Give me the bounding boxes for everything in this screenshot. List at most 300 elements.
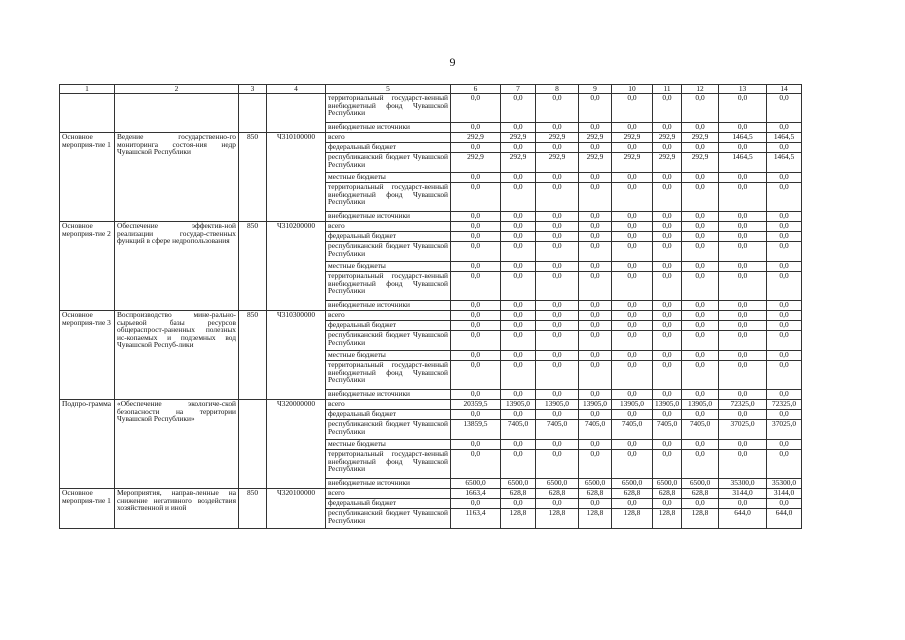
value-cell: 0,0 (451, 94, 501, 123)
value-cell: 6500,0 (501, 479, 536, 489)
value-cell: 0,0 (536, 450, 579, 479)
value-cell: 0,0 (501, 242, 536, 262)
value-cell: 0,0 (579, 262, 612, 272)
value-cell: 0,0 (536, 183, 579, 212)
value-cell: 0,0 (501, 272, 536, 301)
value-cell: 292,9 (501, 153, 536, 173)
value-cell: 628,8 (612, 489, 653, 499)
value-cell: 0,0 (579, 173, 612, 183)
value-cell: 13905,0 (579, 400, 612, 410)
value-cell: 0,0 (767, 242, 802, 262)
value-cell: 0,0 (653, 212, 682, 222)
value-cell: 0,0 (653, 222, 682, 232)
value-cell: 0,0 (579, 143, 612, 153)
value-cell: 0,0 (451, 183, 501, 212)
csr-code: Ч320000000 (267, 400, 326, 489)
value-cell: 0,0 (579, 94, 612, 123)
value-cell: 0,0 (719, 450, 767, 479)
value-cell: 7405,0 (653, 420, 682, 440)
value-cell: 0,0 (653, 143, 682, 153)
value-cell: 644,0 (719, 509, 767, 529)
value-cell: 0,0 (536, 222, 579, 232)
value-cell: 0,0 (501, 440, 536, 450)
value-cell: 0,0 (579, 410, 612, 420)
value-cell: 72325,0 (719, 400, 767, 410)
value-cell: 0,0 (579, 390, 612, 400)
value-cell: 0,0 (719, 143, 767, 153)
value-cell: 0,0 (612, 173, 653, 183)
value-cell: 0,0 (653, 262, 682, 272)
value-cell: 0,0 (451, 272, 501, 301)
value-cell: 0,0 (579, 311, 612, 321)
value-cell: 0,0 (501, 390, 536, 400)
value-cell: 6500,0 (579, 479, 612, 489)
value-cell: 292,9 (451, 133, 501, 143)
funding-source: местные бюджеты (326, 351, 451, 361)
value-cell: 0,0 (719, 301, 767, 311)
value-cell: 0,0 (767, 410, 802, 420)
value-cell: 0,0 (767, 351, 802, 361)
value-cell: 0,0 (682, 410, 719, 420)
funding-source: всего (326, 133, 451, 143)
grbs-code: 850 (239, 222, 267, 311)
activity-name: Мероприятия, направ-ленные на снижение негативного воздействия хозяйственной и иной (115, 489, 239, 529)
value-cell: 6500,0 (612, 479, 653, 489)
value-cell: 0,0 (501, 123, 536, 133)
value-cell: 0,0 (767, 232, 802, 242)
value-cell: 0,0 (451, 222, 501, 232)
value-cell: 0,0 (612, 123, 653, 133)
value-cell: 292,9 (682, 133, 719, 143)
value-cell: 0,0 (579, 123, 612, 133)
funding-source: территориальный государст-венный внебюджетный фонд Чувашской Республики (326, 450, 451, 479)
value-cell: 0,0 (579, 272, 612, 301)
value-cell: 0,0 (719, 262, 767, 272)
value-cell: 0,0 (579, 321, 612, 331)
value-cell: 0,0 (501, 173, 536, 183)
value-cell: 0,0 (719, 94, 767, 123)
value-cell: 0,0 (501, 450, 536, 479)
value-cell: 0,0 (579, 242, 612, 262)
value-cell: 1663,4 (451, 489, 501, 499)
funding-source: территориальный государст-венный внебюджетный фонд Чувашской Республики (326, 94, 451, 123)
value-cell: 0,0 (653, 351, 682, 361)
value-cell: 0,0 (579, 450, 612, 479)
value-cell: 0,0 (612, 232, 653, 242)
value-cell: 1464,5 (767, 133, 802, 143)
activity-type: Основное мероприя-тие 2 (60, 222, 115, 311)
value-cell: 0,0 (719, 222, 767, 232)
value-cell: 0,0 (612, 143, 653, 153)
activity-type: Подпро-грамма (60, 400, 115, 489)
value-cell: 0,0 (451, 143, 501, 153)
value-cell: 0,0 (612, 94, 653, 123)
activity-name: Воспроизводство мине-рально-сырьевой базы ресурсов общераспрост-раненных полезных ис-копаемых и подземных вод Чувашской Респуб-лики (115, 311, 239, 400)
value-cell: 0,0 (767, 262, 802, 272)
value-cell: 1464,5 (719, 153, 767, 173)
value-cell: 0,0 (536, 301, 579, 311)
column-header: 2 (115, 85, 239, 94)
value-cell: 0,0 (612, 410, 653, 420)
value-cell: 0,0 (682, 450, 719, 479)
funding-source: федеральный бюджет (326, 499, 451, 509)
value-cell: 292,9 (579, 153, 612, 173)
value-cell: 0,0 (536, 173, 579, 183)
cell-grbs (239, 94, 267, 133)
value-cell: 628,8 (653, 489, 682, 499)
value-cell: 0,0 (682, 173, 719, 183)
funding-source: федеральный бюджет (326, 143, 451, 153)
table-row (60, 222, 802, 232)
value-cell: 37025,0 (767, 420, 802, 440)
value-cell: 0,0 (501, 143, 536, 153)
value-cell: 644,0 (767, 509, 802, 529)
value-cell: 0,0 (451, 301, 501, 311)
cell-csr (267, 94, 326, 133)
value-cell: 0,0 (612, 212, 653, 222)
funding-source: внебюджетные источники (326, 301, 451, 311)
value-cell: 292,9 (653, 133, 682, 143)
value-cell: 0,0 (682, 94, 719, 123)
value-cell: 292,9 (536, 153, 579, 173)
value-cell: 0,0 (653, 499, 682, 509)
value-cell: 0,0 (653, 390, 682, 400)
value-cell: 0,0 (719, 183, 767, 212)
value-cell: 292,9 (501, 133, 536, 143)
value-cell: 128,8 (536, 509, 579, 529)
value-cell: 0,0 (612, 242, 653, 262)
value-cell: 0,0 (536, 499, 579, 509)
funding-source: республиканский бюджет Чувашской Республики (326, 331, 451, 351)
value-cell: 0,0 (451, 440, 501, 450)
value-cell: 0,0 (719, 390, 767, 400)
value-cell: 0,0 (653, 94, 682, 123)
funding-source: всего (326, 311, 451, 321)
value-cell: 0,0 (612, 222, 653, 232)
funding-source: местные бюджеты (326, 440, 451, 450)
value-cell: 128,8 (579, 509, 612, 529)
value-cell: 0,0 (612, 499, 653, 509)
value-cell: 1464,5 (719, 133, 767, 143)
value-cell: 0,0 (536, 351, 579, 361)
value-cell: 0,0 (579, 301, 612, 311)
value-cell: 0,0 (536, 212, 579, 222)
value-cell: 0,0 (612, 321, 653, 331)
value-cell: 0,0 (451, 212, 501, 222)
value-cell: 628,8 (501, 489, 536, 499)
value-cell: 0,0 (536, 262, 579, 272)
value-cell: 0,0 (501, 262, 536, 272)
value-cell: 0,0 (653, 410, 682, 420)
value-cell: 0,0 (719, 272, 767, 301)
value-cell: 0,0 (719, 173, 767, 183)
value-cell: 0,0 (612, 390, 653, 400)
value-cell: 35300,0 (719, 479, 767, 489)
value-cell: 0,0 (501, 499, 536, 509)
value-cell: 628,8 (579, 489, 612, 499)
budget-table (59, 84, 802, 529)
activity-type: Основное мероприя-тие 1 (60, 133, 115, 222)
column-header: 7 (501, 85, 536, 94)
value-cell: 0,0 (612, 311, 653, 321)
column-header: 14 (767, 85, 802, 94)
value-cell: 0,0 (451, 321, 501, 331)
value-cell: 0,0 (682, 440, 719, 450)
funding-source: республиканский бюджет Чувашской Республики (326, 153, 451, 173)
activity-name: Обеспечение эффектив-ной реализации государ-ственных функций в сфере недропользования (115, 222, 239, 311)
value-cell: 0,0 (501, 94, 536, 123)
value-cell: 0,0 (451, 390, 501, 400)
table-row (60, 133, 802, 143)
funding-source: республиканский бюджет Чувашской Республики (326, 242, 451, 262)
value-cell: 0,0 (536, 242, 579, 262)
column-header: 10 (612, 85, 653, 94)
table-row (60, 400, 802, 410)
value-cell: 0,0 (682, 222, 719, 232)
value-cell: 6500,0 (536, 479, 579, 489)
funding-source: местные бюджеты (326, 173, 451, 183)
value-cell: 0,0 (501, 301, 536, 311)
value-cell: 0,0 (767, 173, 802, 183)
value-cell: 0,0 (767, 272, 802, 301)
value-cell: 0,0 (612, 272, 653, 301)
value-cell: 0,0 (767, 390, 802, 400)
column-header: 3 (239, 85, 267, 94)
funding-source: федеральный бюджет (326, 321, 451, 331)
value-cell: 0,0 (767, 311, 802, 321)
funding-source: территориальный государст-венный внебюджетный фонд Чувашской Республики (326, 272, 451, 301)
grbs-code (239, 400, 267, 489)
value-cell: 0,0 (501, 331, 536, 351)
value-cell: 13905,0 (653, 400, 682, 410)
value-cell: 13905,0 (536, 400, 579, 410)
csr-code: Ч320100000 (267, 489, 326, 529)
value-cell: 13905,0 (682, 400, 719, 410)
value-cell: 0,0 (451, 173, 501, 183)
value-cell: 0,0 (719, 242, 767, 262)
value-cell: 3144,0 (767, 489, 802, 499)
value-cell: 0,0 (579, 351, 612, 361)
value-cell: 7405,0 (612, 420, 653, 440)
value-cell: 0,0 (451, 311, 501, 321)
column-header: 5 (326, 85, 451, 94)
value-cell: 0,0 (653, 272, 682, 301)
value-cell: 6500,0 (653, 479, 682, 489)
value-cell: 0,0 (451, 123, 501, 133)
value-cell: 0,0 (579, 440, 612, 450)
value-cell: 20359,5 (451, 400, 501, 410)
value-cell: 292,9 (612, 153, 653, 173)
value-cell: 0,0 (501, 222, 536, 232)
column-header: 12 (682, 85, 719, 94)
value-cell: 0,0 (719, 232, 767, 242)
value-cell: 0,0 (682, 242, 719, 262)
value-cell: 6500,0 (682, 479, 719, 489)
column-header: 8 (536, 85, 579, 94)
value-cell: 0,0 (719, 499, 767, 509)
value-cell: 1163,4 (451, 509, 501, 529)
value-cell: 0,0 (682, 183, 719, 212)
value-cell: 0,0 (767, 123, 802, 133)
table-row (60, 489, 802, 499)
activity-type: Основное мероприя-тие 3 (60, 311, 115, 400)
value-cell: 0,0 (653, 301, 682, 311)
value-cell: 0,0 (536, 123, 579, 133)
value-cell: 0,0 (653, 361, 682, 390)
value-cell: 0,0 (612, 440, 653, 450)
value-cell: 0,0 (767, 94, 802, 123)
value-cell: 128,8 (682, 509, 719, 529)
value-cell: 0,0 (536, 232, 579, 242)
value-cell: 0,0 (451, 499, 501, 509)
value-cell: 0,0 (536, 440, 579, 450)
value-cell: 292,9 (451, 153, 501, 173)
value-cell: 0,0 (682, 123, 719, 133)
value-cell: 7405,0 (579, 420, 612, 440)
value-cell: 0,0 (612, 183, 653, 212)
value-cell: 0,0 (682, 311, 719, 321)
value-cell: 37025,0 (719, 420, 767, 440)
value-cell: 72325,0 (767, 400, 802, 410)
cell-type (60, 94, 115, 133)
value-cell: 0,0 (682, 272, 719, 301)
value-cell: 0,0 (612, 351, 653, 361)
value-cell: 0,0 (653, 183, 682, 212)
value-cell: 0,0 (767, 183, 802, 212)
value-cell: 0,0 (653, 331, 682, 351)
value-cell: 0,0 (719, 331, 767, 351)
column-header: 4 (267, 85, 326, 94)
value-cell: 0,0 (719, 123, 767, 133)
activity-type: Основное мероприя-тие 1 (60, 489, 115, 529)
funding-source: внебюджетные источники (326, 390, 451, 400)
value-cell: 0,0 (682, 232, 719, 242)
value-cell: 0,0 (612, 450, 653, 479)
activity-name: Ведение государственно-го мониторинга состоя-ния недр Чувашской Республики (115, 133, 239, 222)
column-header: 9 (579, 85, 612, 94)
value-cell: 0,0 (653, 242, 682, 262)
grbs-code: 850 (239, 489, 267, 529)
value-cell: 0,0 (536, 94, 579, 123)
value-cell: 0,0 (501, 311, 536, 321)
value-cell: 292,9 (579, 133, 612, 143)
value-cell: 0,0 (719, 361, 767, 390)
value-cell: 0,0 (579, 222, 612, 232)
value-cell: 0,0 (682, 262, 719, 272)
value-cell: 0,0 (653, 173, 682, 183)
value-cell: 0,0 (653, 450, 682, 479)
value-cell: 0,0 (767, 222, 802, 232)
value-cell: 628,8 (682, 489, 719, 499)
value-cell: 0,0 (501, 212, 536, 222)
funding-source: местные бюджеты (326, 262, 451, 272)
value-cell: 0,0 (612, 301, 653, 311)
value-cell: 0,0 (501, 410, 536, 420)
value-cell: 0,0 (719, 410, 767, 420)
value-cell: 0,0 (612, 361, 653, 390)
value-cell: 0,0 (653, 311, 682, 321)
value-cell: 0,0 (536, 410, 579, 420)
csr-code: Ч310200000 (267, 222, 326, 311)
value-cell: 0,0 (612, 331, 653, 351)
funding-source: территориальный государст-венный внебюджетный фонд Чувашской Республики (326, 361, 451, 390)
funding-source: внебюджетные источники (326, 212, 451, 222)
funding-source: федеральный бюджет (326, 232, 451, 242)
value-cell: 0,0 (719, 351, 767, 361)
value-cell: 0,0 (653, 440, 682, 450)
value-cell: 35300,0 (767, 479, 802, 489)
value-cell: 0,0 (767, 331, 802, 351)
value-cell: 0,0 (719, 311, 767, 321)
value-cell: 0,0 (719, 212, 767, 222)
value-cell: 3144,0 (719, 489, 767, 499)
funding-source: территориальный государст-венный внебюджетный фонд Чувашской Республики (326, 183, 451, 212)
funding-source: внебюджетные источники (326, 479, 451, 489)
column-header: 6 (451, 85, 501, 94)
value-cell: 13859,5 (451, 420, 501, 440)
value-cell: 292,9 (612, 133, 653, 143)
value-cell: 0,0 (536, 331, 579, 351)
value-cell: 0,0 (767, 321, 802, 331)
value-cell: 0,0 (579, 183, 612, 212)
value-cell: 0,0 (579, 361, 612, 390)
funding-source: федеральный бюджет (326, 410, 451, 420)
value-cell: 0,0 (682, 143, 719, 153)
value-cell: 0,0 (579, 331, 612, 351)
value-cell: 128,8 (653, 509, 682, 529)
csr-code: Ч310300000 (267, 311, 326, 400)
value-cell: 0,0 (682, 301, 719, 311)
value-cell: 0,0 (501, 321, 536, 331)
value-cell: 0,0 (536, 311, 579, 321)
value-cell: 0,0 (536, 361, 579, 390)
column-header: 13 (719, 85, 767, 94)
value-cell: 0,0 (451, 242, 501, 262)
column-header: 1 (60, 85, 115, 94)
value-cell: 6500,0 (451, 479, 501, 489)
value-cell: 292,9 (536, 133, 579, 143)
header-row (60, 85, 802, 94)
value-cell: 0,0 (451, 351, 501, 361)
value-cell: 0,0 (536, 143, 579, 153)
value-cell: 0,0 (451, 262, 501, 272)
grbs-code: 850 (239, 311, 267, 400)
funding-source: внебюджетные источники (326, 123, 451, 133)
funding-source: республиканский бюджет Чувашской Республики (326, 420, 451, 440)
value-cell: 292,9 (682, 153, 719, 173)
column-header: 11 (653, 85, 682, 94)
value-cell: 0,0 (579, 232, 612, 242)
value-cell: 128,8 (501, 509, 536, 529)
value-cell: 0,0 (682, 390, 719, 400)
value-cell: 628,8 (536, 489, 579, 499)
funding-source: всего (326, 222, 451, 232)
value-cell: 0,0 (719, 440, 767, 450)
value-cell: 0,0 (767, 301, 802, 311)
value-cell: 0,0 (579, 499, 612, 509)
value-cell: 0,0 (451, 232, 501, 242)
value-cell: 7405,0 (536, 420, 579, 440)
value-cell: 0,0 (682, 212, 719, 222)
value-cell: 0,0 (536, 390, 579, 400)
value-cell: 128,8 (612, 509, 653, 529)
value-cell: 0,0 (767, 450, 802, 479)
value-cell: 7405,0 (501, 420, 536, 440)
value-cell: 0,0 (501, 361, 536, 390)
value-cell: 0,0 (501, 183, 536, 212)
value-cell: 0,0 (653, 321, 682, 331)
value-cell: 0,0 (682, 351, 719, 361)
